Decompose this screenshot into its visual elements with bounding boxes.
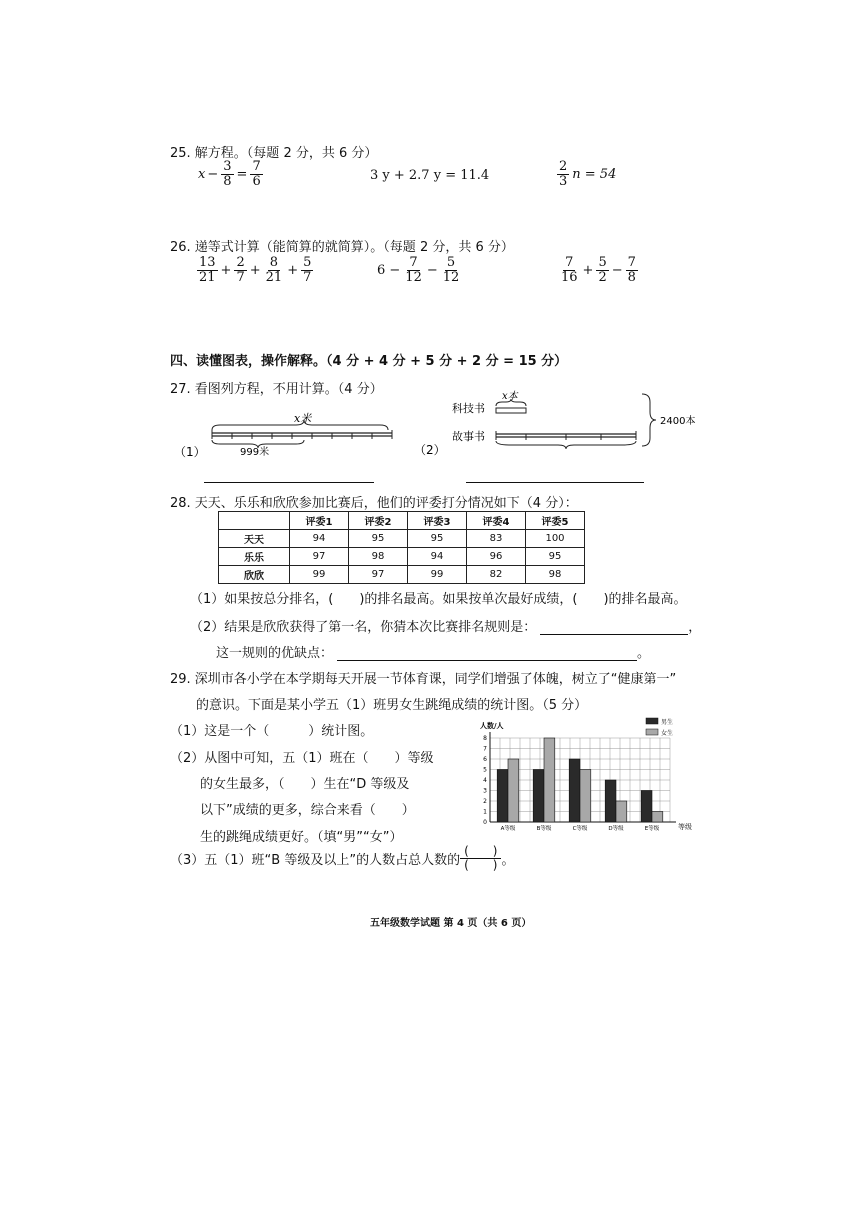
table-cell: 天天	[219, 530, 290, 548]
op: +	[249, 262, 261, 278]
op: +	[287, 262, 299, 278]
q28-part-2	[190, 616, 701, 635]
score-table	[218, 511, 585, 584]
q28-heading: 28. 天天、乐乐和欣欣参加比赛后，他们的评委打分情况如下（4 分）：	[170, 496, 578, 511]
y-tick-label: 6	[483, 756, 487, 763]
q28-part-2-end: ，	[688, 620, 702, 635]
q26-expression-1	[196, 256, 314, 284]
q29-sub-2c: 以下”成绩的更多，综合来看（ ）	[200, 803, 415, 818]
legend-label: 男生	[661, 719, 674, 726]
op: +	[582, 262, 594, 278]
q27-figure-1	[170, 408, 410, 468]
fraction: $\frac{5}{7}$	[303, 255, 312, 285]
lead: 6 −	[377, 262, 401, 278]
bar-boys	[497, 770, 508, 823]
q29-line-1: 29. 深圳市各小学在本学期每天开展一节体育课，同学们增强了体魄，树立了“健康第一”	[170, 672, 677, 687]
fraction: $\frac{2}{7}$	[236, 255, 245, 285]
y-tick-label: 1	[483, 808, 487, 816]
q29-sub-2a: （2）从图中可知，五（1）班在（ ）等级	[170, 751, 434, 766]
table-cell: 乐乐	[219, 548, 290, 566]
y-tick-label: 4	[483, 777, 487, 784]
fraction: $\frac{5}{2}$	[598, 255, 607, 285]
fraction: $\frac{7}{6}$	[252, 159, 261, 189]
fig2-total: 2400本	[660, 416, 696, 427]
fraction: $\frac{2}{3}$	[559, 159, 568, 189]
q27-figure-2	[410, 388, 710, 458]
op: −	[611, 262, 623, 278]
fig2-top-label: x本	[502, 391, 518, 402]
jump-rope-bar-chart	[478, 716, 698, 836]
table-cell: 96	[467, 548, 526, 566]
var-x: x	[198, 166, 206, 182]
q27-answer-1[interactable]	[204, 470, 374, 483]
table-row	[219, 566, 585, 584]
q25-equation-3	[556, 160, 616, 188]
fraction: $\frac{13}{21}$	[199, 255, 216, 285]
legend-label: 女生	[661, 730, 674, 737]
q27-answer-2[interactable]	[466, 470, 644, 483]
fraction: $\frac{5}{12}$	[442, 255, 460, 285]
x-tick-label: A等级	[500, 826, 516, 832]
table-row	[219, 548, 585, 566]
y-tick-label: 2	[483, 798, 487, 805]
x-axis-label: 等级	[678, 823, 692, 831]
answer-fraction[interactable]: $\frac{( )}{( )}$	[460, 845, 501, 872]
q28-rule-blank[interactable]	[540, 622, 688, 635]
table-header-cell: 评委2	[349, 512, 408, 530]
section4-heading: 四、读懂图表，操作解释。（4 分 + 4 分 + 5 分 + 2 分 = 15 分）	[170, 354, 568, 369]
bar-girls	[652, 812, 663, 823]
page-footer: 五年级数学试题 第 4 页（共 6 页）	[370, 918, 532, 929]
q29-sub-2d: 生的跳绳成绩更好。（填“男”“女”）	[200, 830, 403, 845]
fig1-label: （1）	[174, 445, 206, 459]
y-tick-label: 0	[483, 819, 487, 826]
legend-swatch	[646, 718, 658, 724]
table-row	[219, 530, 585, 548]
table-header-cell: 评委5	[526, 512, 585, 530]
bar-boys	[605, 780, 616, 822]
q25-equation-2: 3 y + 2.7 y = 11.4	[370, 168, 490, 183]
op: +	[220, 262, 232, 278]
q28-part-2-text: （2）结果是欣欣获得了第一名，你猜本次比赛排名规则是：	[190, 620, 537, 635]
q26-expression-2	[377, 256, 462, 284]
x-tick-label: E等级	[644, 826, 660, 832]
table-header-cell: 评委3	[408, 512, 467, 530]
bar-girls	[508, 759, 519, 822]
y-tick-label: 8	[483, 735, 487, 742]
bar-boys	[569, 759, 580, 822]
bar-girls	[544, 738, 555, 822]
q29-sub-1: （1）这是一个（ ）统计图。	[170, 724, 374, 739]
fig1-top-label: x米	[294, 412, 312, 425]
table-cell: 98	[526, 566, 585, 584]
table-cell: 99	[290, 566, 349, 584]
q28-part-1: （1）如果按总分排名，( )的排名最高。如果按单次最好成绩，( )的排名最高。	[190, 592, 687, 607]
op: =	[236, 166, 248, 182]
q29-sub-3-end: 。	[501, 853, 515, 869]
table-cell: 95	[408, 530, 467, 548]
table-header-row	[219, 512, 585, 530]
bar-girls	[616, 801, 627, 822]
table-header-cell	[219, 512, 290, 530]
op: −	[426, 262, 438, 278]
q25-heading: 25. 解方程。（每题 2 分，共 6 分）	[170, 146, 378, 161]
bar-girls	[580, 770, 591, 823]
q29-sub-3	[170, 845, 514, 872]
q28-part-3-end: 。	[637, 646, 651, 661]
table-cell: 95	[349, 530, 408, 548]
fig2-row1: 科技书	[452, 402, 485, 415]
table-cell: 97	[349, 566, 408, 584]
fig2-label: （2）	[414, 443, 446, 457]
equation-rest: n = 54	[572, 166, 617, 182]
q26-heading: 26. 递等式计算（能简算的就简算）。（每题 2 分，共 6 分）	[170, 240, 514, 255]
y-tick-label: 3	[483, 787, 487, 795]
bar-boys	[641, 791, 652, 823]
q29-sub-2b: 的女生最多，（ ）生在“D 等级及	[200, 777, 410, 792]
q27-heading: 27. 看图列方程，不用计算。（4 分）	[170, 382, 383, 397]
table-cell: 94	[290, 530, 349, 548]
q29-line-2: 的意识。下面是某小学五（1）班男女生跳绳成绩的统计图。（5 分）	[196, 698, 588, 713]
legend-swatch	[646, 729, 658, 735]
x-tick-label: C等级	[572, 826, 588, 832]
table-cell: 97	[290, 548, 349, 566]
table-cell: 94	[408, 548, 467, 566]
fig1-bottom-label: 999米	[240, 447, 270, 458]
fig2-row2: 故事书	[452, 430, 485, 443]
q28-pros-cons-blank[interactable]	[337, 648, 637, 661]
bar-boys	[533, 770, 544, 823]
y-tick-label: 5	[483, 766, 487, 774]
table-cell: 98	[349, 548, 408, 566]
x-tick-label: B等级	[536, 826, 552, 832]
q25-equation-1	[198, 160, 264, 188]
y-tick-label: 7	[483, 745, 487, 753]
op: −	[207, 166, 219, 182]
q28-part-3	[216, 642, 650, 661]
x-tick-label: D等级	[608, 826, 624, 832]
table-cell: 欣欣	[219, 566, 290, 584]
fraction: $\frac{7}{12}$	[405, 255, 422, 285]
fraction: $\frac{7}{16}$	[561, 255, 578, 285]
table-header-cell: 评委4	[467, 512, 526, 530]
q28-part-3-text: 这一规则的优缺点：	[216, 646, 334, 661]
fraction: $\frac{3}{8}$	[223, 159, 232, 189]
table-header-cell: 评委1	[290, 512, 349, 530]
table-cell: 100	[526, 530, 585, 548]
table-cell: 99	[408, 566, 467, 584]
y-axis-label: 人数/人	[480, 722, 504, 730]
fraction: $\frac{7}{8}$	[627, 255, 636, 285]
table-cell: 83	[467, 530, 526, 548]
table-cell: 82	[467, 566, 526, 584]
q29-sub-3-text: （3）五（1）班“B 等级及以上”的人数占总人数的	[170, 853, 461, 869]
fraction: $\frac{8}{21}$	[265, 255, 283, 285]
q26-expression-3	[558, 256, 639, 284]
table-cell: 95	[526, 548, 585, 566]
